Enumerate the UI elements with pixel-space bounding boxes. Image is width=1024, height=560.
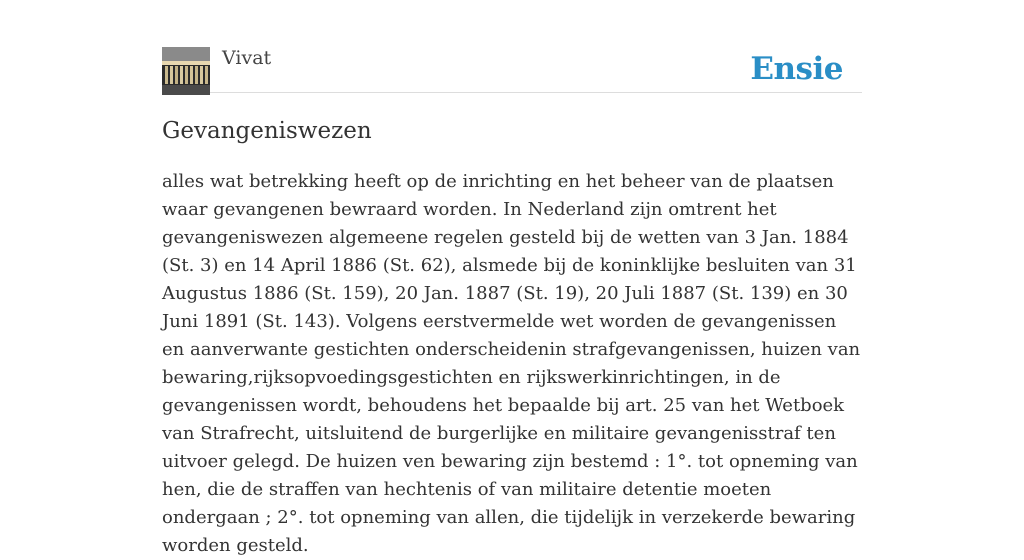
books-icon <box>162 47 210 95</box>
page-title: Gevangeniswezen <box>162 118 372 144</box>
brand-logo[interactable]: Ensie <box>750 51 843 87</box>
site-avatar[interactable] <box>162 47 210 95</box>
article-body: alles wat betrekking heeft op de inrichting en het beheer van de plaatsen waar gevangenen bewraard worden. In Nederland zijn omtrent het gevangeniswezen algemeene regelen gesteld bij de wetten van 3 Jan. 1884 (St. 3) en 14 April 1886 (St. 62), alsmede bij de koninklijke besluiten van 31 Augustus 1886 (St. 159), 20 Jan. 1887 (St. 19), 20 Juli 1887 (St. 139) en 30 Juni 1891 (St. 143). Volgens eerstvermelde wet worden de gevangenissen en aanverwante gestichten onderscheidenin strafgevangenissen, huizen van bewaring,rijksopvoedingsgestichten en rijkswerkinrichtingen, in de gevangenissen wordt, behoudens het bepaalde bij art. 25 van het Wetboek van Strafrecht, uitsluitend de burgerlijke en militaire gevangenisstraf ten uitvoer gelegd. De huizen ven bewaring zijn bestemd : 1°. tot opneming van hen, die de straffen van hechtenis of van militaire detentie moeten ondergaan ; 2°. tot opneming van allen, die tijdelijk in verzekerde bewaring worden gesteld. <box>162 171 861 556</box>
site-name-link[interactable]: Vivat <box>222 47 272 69</box>
site-header <box>162 46 862 93</box>
